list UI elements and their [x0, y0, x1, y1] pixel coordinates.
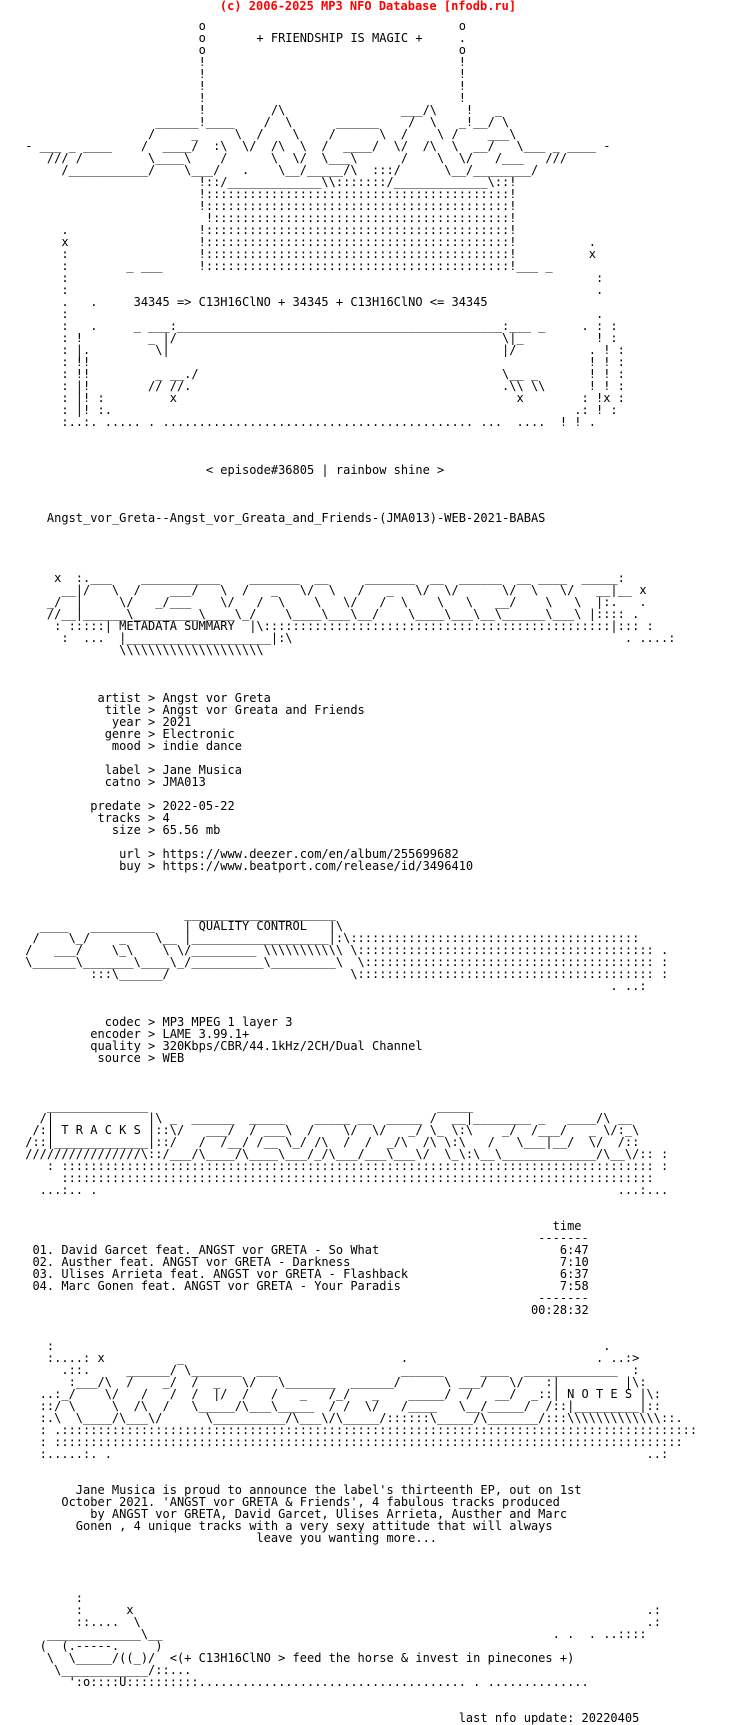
nfo-line [18, 872, 697, 884]
nfo-line [18, 1460, 697, 1472]
nfo-line: - ___ _ ____ / ____/ :\ \/ /\ \ / ____/ \/ /\ \ __/ \___ _ ____ - [18, 139, 611, 153]
nfo-line [18, 1700, 697, 1712]
nfo-line: : !! ! ! : [18, 355, 625, 369]
nfo-line: \ \_____/((_)/ <(+ C13H16ClNO > feed the horse & invest in pinecones +) [18, 1651, 575, 1665]
nfo-line: ! ! [18, 91, 466, 105]
nfo-line: quality > 320Kbps/CBR/44.1kHz/2CH/Dual Channel [18, 1039, 423, 1053]
nfo-line: : _ ___ !::::::::::::::::::::::::::::::::::::::::::!___ _ [18, 259, 553, 273]
nfo-line: :.....:. . ..: [18, 1447, 669, 1461]
nfo-line: : |! // //. .\\ \\ ! ! : [18, 379, 625, 393]
nfo-line: : |. \| |/ . ! : [18, 343, 625, 357]
nfo-line: codec > MP3 MPEG 1 layer 3 [18, 1015, 293, 1029]
nfo-line: !::/_____________\\:::::::/_____________\::! [18, 175, 517, 189]
nfo-line: artist > Angst vor Greta [18, 691, 271, 705]
nfo-line: 04. Marc Gonen feat. ANGST vor GRETA - Your Paradis 7:58 [18, 1279, 589, 1293]
nfo-line: ..:_/ \/ / / / |/ / / _ /_/ _ _____/ / __/ _::| N O T E S |\: [18, 1387, 661, 1401]
nfo-line: 03. Ulises Arrieta feat. ANGST vor GRETA - Flashback 6:37 [18, 1267, 589, 1281]
nfo-line: size > 65.56 mb [18, 823, 221, 837]
nfo-line: o o [18, 19, 466, 33]
nfo-line: /// / \____\ / \ \/ \___\ / \ \/ /___ /// [18, 151, 568, 165]
nfo-line: October 2021. 'ANGST vor GRETA & Friends', 4 fabulous tracks produced [18, 1495, 560, 1509]
nfo-line [18, 884, 697, 896]
nfo-line: source > WEB [18, 1051, 185, 1065]
nfo-line [18, 548, 697, 560]
nfo-line: \______\_______\____\_/__________\_________\ \:::::::::::::::::::::::::::::::::::::::: : [18, 955, 669, 969]
nfo-line: last nfo update: 20220405 [18, 1711, 640, 1725]
nfo-line: :..:. ..... . ........................................... ... .... ! ! . [18, 415, 596, 429]
nfo-line [18, 536, 697, 548]
nfo-line: !:::::::::::::::::::::::::::::::::::::::::! [18, 211, 517, 225]
nfo-line: : |! :. .: ! : [18, 403, 618, 417]
nfo-line: //__|______\_________\____\_/ \____\___\__/ \____\___\__\______\___\ |:::: . [18, 607, 640, 621]
nfo-line: encoder > LAME 3.99.1+ [18, 1027, 250, 1041]
nfo-line: :___/\ / _/ / _ \/ \_______ ______/ \ ___/ \/ :| |\: [18, 1375, 647, 1389]
nfo-line: url > https://www.deezer.com/en/album/255699682 [18, 847, 459, 861]
nfo-line: : :::::::::::::::::::::::::::::::::::::::::::::::::::::::::::::::::::::::::::::::::: : [18, 1159, 669, 1173]
nfo-line: !::::::::::::::::::::::::::::::::::::::::::! [18, 187, 517, 201]
nfo-line: . . 34345 => C13H16ClNO + 34345 + C13H16ClNO <= 34345 [18, 295, 488, 309]
nfo-line: : ... |____________________|:\ . ....: [18, 631, 676, 645]
nfo-line: / _ \ / \ / \ / \ / ___\ [18, 127, 517, 141]
nfo-line: o o [18, 43, 466, 57]
nfo-line [18, 476, 697, 488]
nfo-line: \____________/::... [18, 1663, 192, 1677]
nfo-line [18, 992, 697, 1004]
nfo-line [18, 1688, 697, 1700]
nfo-line: < episode#36805 | rainbow shine > [18, 463, 445, 477]
nfo-line: Gonen , 4 unique tracks with a very sexy attitude that will always [18, 1519, 553, 1533]
nfo-line: ____ _________ | QUALITY CONTROL |\ [18, 919, 344, 933]
nfo-text [18, 20, 697, 1724]
nfo-line: :....: x _ . . ..:> [18, 1351, 640, 1365]
nfo-line: : !! _ __./ \__ _ ! ! : [18, 367, 625, 381]
nfo-line: : .:::::::::::::::::::::::::::::::::::::::::::::::::::::::::::::::::::::::::::::::::::::::: [18, 1423, 698, 1437]
nfo-line: : ::::::::::::::::::::::::::::::::::::::::::::::::::::::::::::::::::::::::::::::::::::::: [18, 1435, 683, 1449]
nfo-line: _____________\__ . . . ..:::: [18, 1627, 647, 1641]
nfo-line: ______________ _____ [18, 1099, 474, 1113]
nfo-line: _/ | \/ _/___ \/ / \ \ \/ / \ \ \ __/ \ \ |:. . [18, 595, 647, 609]
nfo-line: leave you wanting more... [18, 1531, 438, 1545]
nfo-line: !::::::::::::::::::::::::::::::::::::::::::! [18, 199, 517, 213]
nfo-line: ! /\ ___/\ ! _ [18, 103, 503, 117]
nfo-line: ::/ \ \ /\ / \_____/\___\_____ / / \/ /____ \__/_____/ /::|_________|:: [18, 1399, 661, 1413]
nfo-line: x :.___ ___________ _______ __ _______ __ ______ __ ____ _____: [18, 571, 625, 585]
nfo-line: \\\\\\\\\\\\\\\\\\\\ [18, 643, 264, 657]
nfo-line [18, 1556, 697, 1568]
nfo-line: time [18, 1219, 582, 1233]
nfo-line: : : [18, 271, 604, 285]
nfo-line: / \_/ _ \__ |___________________|:\:::::::::::::::::::::::::::::::::::::::: [18, 931, 640, 945]
nfo-line [18, 656, 697, 668]
nfo-line: ::.... \ .: [18, 1615, 661, 1629]
nfo-line [18, 1076, 697, 1088]
nfo-line: /::|_____________|::/ / /__/ /__ \_/ /\ / / _/\ /\ \:\ / \___|__/ \/ /:: [18, 1135, 640, 1149]
nfo-line: : . [18, 307, 604, 321]
nfo-line: ! ! [18, 67, 466, 81]
nfo-line: catno > JMA013 [18, 775, 206, 789]
nfodb-banner[interactable]: (c) 2006-2025 MP3 NFO Database [nfodb.ru] [219, 0, 517, 13]
nfo-line: : !::::::::::::::::::::::::::::::::::::::::::! x [18, 247, 596, 261]
nfo-line: __|/ \ / ___/ \ / _ \/ \ / _ \/ \/ \/ \ \/ __|__ x [18, 583, 647, 597]
nfo-line: : [18, 1591, 84, 1605]
nfo-line: : . [18, 283, 604, 297]
nfo-line: . !::::::::::::::::::::::::::::::::::::::::::! [18, 223, 517, 237]
nfo-line: x !::::::::::::::::::::::::::::::::::::::::::! . [18, 235, 596, 249]
nfo-line: / ___/ \_\ \ \/_________ \\\\\\\\\\\ \::::::::::::::::::::::::::::::::::::::::: . [18, 943, 669, 957]
nfo-line [18, 1580, 697, 1592]
nfo-line: ( (.-----. ) [18, 1639, 163, 1653]
nfo-line: /| |\ _ ______ _____ _____ __ _____ / __|________ _ ____/\ __ [18, 1111, 633, 1125]
nfo-line: 02. Austher feat. ANGST vor GRETA - Darkness 7:10 [18, 1255, 589, 1269]
nfo-line [18, 428, 697, 440]
nfo-line: :::::::::::::::::::::::::::::::::::::::::::::::::::::::::::::::::::::::::::::::::: [18, 1171, 654, 1185]
nfo-line: ------- [18, 1291, 589, 1305]
nfo-line: : ! _ |/ \|_ ! : [18, 331, 618, 345]
nfo-line: year > 2021 [18, 715, 192, 729]
nfo-line: /___________/ \___/ . \__/_____/\ :::/ \__/________/ [18, 163, 539, 177]
nfo-line: mood > indie dance [18, 739, 242, 753]
nfo-line: title > Angst vor Greata and Friends [18, 703, 365, 717]
nfo-line: . ..: [18, 979, 647, 993]
nfo-line: Jane Musica is proud to announce the label's thirteenth EP, out on 1st [18, 1483, 582, 1497]
nfo-line [18, 488, 697, 500]
nfo-line: _____________________ [18, 907, 336, 921]
nfo-line: ! ! [18, 79, 466, 93]
nfo-line: ...:.. . ...:... [18, 1183, 669, 1197]
nfo-line: 01. David Garcet feat. ANGST vor GRETA - So What 6:47 [18, 1243, 589, 1257]
nfo-line [18, 1196, 697, 1208]
nfo-line [18, 668, 697, 680]
nfo-line: :.\ \____/\___\/ \__________/\___\/\_____/::::::\_____/\_______/:::\\\\\\\\\\\\\::. [18, 1411, 683, 1425]
nfo-line: ! ! [18, 55, 466, 69]
nfo-line [18, 1568, 697, 1580]
nfo-line [18, 1316, 697, 1328]
nfo-line [18, 1544, 697, 1556]
nfo-line: tracks > 4 [18, 811, 170, 825]
nfo-line: genre > Electronic [18, 727, 235, 741]
nfo-line [18, 440, 697, 452]
nfo-line: .::. ______/ \_______ ___ ______ ____ _____________ : [18, 1363, 640, 1377]
nfo-line: o + FRIENDSHIP IS MAGIC + . [18, 31, 466, 45]
nfo-line: /:| T R A C K S |::\/ ___/ / ___\ / \/ \/ _/ \_ \:\ _/ /___/ _ \/:_\ [18, 1123, 640, 1137]
nfo-line: ////////////////\::/___/\____/\____\___/_/\___/___\___\/ \_\:\__\_____________/\__\/:: : [18, 1147, 669, 1161]
nfo-line: : :::::| METADATA SUMMARY |\::::::::::::::::::::::::::::::::::::::::::::::::|::: : [18, 619, 654, 633]
nfo-line: predate > 2022-05-22 [18, 799, 235, 813]
nfo-line: ------- [18, 1231, 589, 1245]
nfo-line: : |! : x x : !x : [18, 391, 625, 405]
nfo-line: Angst_vor_Greta--Angst_vor_Greata_and_Friends-(JMA013)-WEB-2021-BABAS [18, 511, 546, 525]
nfo-line: by ANGST vor GRETA, David Garcet, Ulises Arrieta, Austher and Marc [18, 1507, 568, 1521]
nfo-line: : . _ ___:_____________________________________________:___ _ . : : [18, 319, 618, 333]
nfo-line: : x .: [18, 1603, 661, 1617]
nfo-line: ______!____ / \ ______ / \ _!__/ \ [18, 115, 510, 129]
nfo-line [18, 524, 697, 536]
nfo-line: buy > https://www.beatport.com/release/id/3496410 [18, 859, 474, 873]
nfo-line: :::\______/ \::::::::::::::::::::::::::::::::::::::::: : [18, 967, 669, 981]
nfo-line: label > Jane Musica [18, 763, 242, 777]
nfo-line [18, 1064, 697, 1076]
nfo-line: ':o::::U::::::::::..................................... . .............. [18, 1675, 589, 1689]
nfo-line: : . [18, 1339, 611, 1353]
nfo-line: 00:28:32 [18, 1303, 589, 1317]
